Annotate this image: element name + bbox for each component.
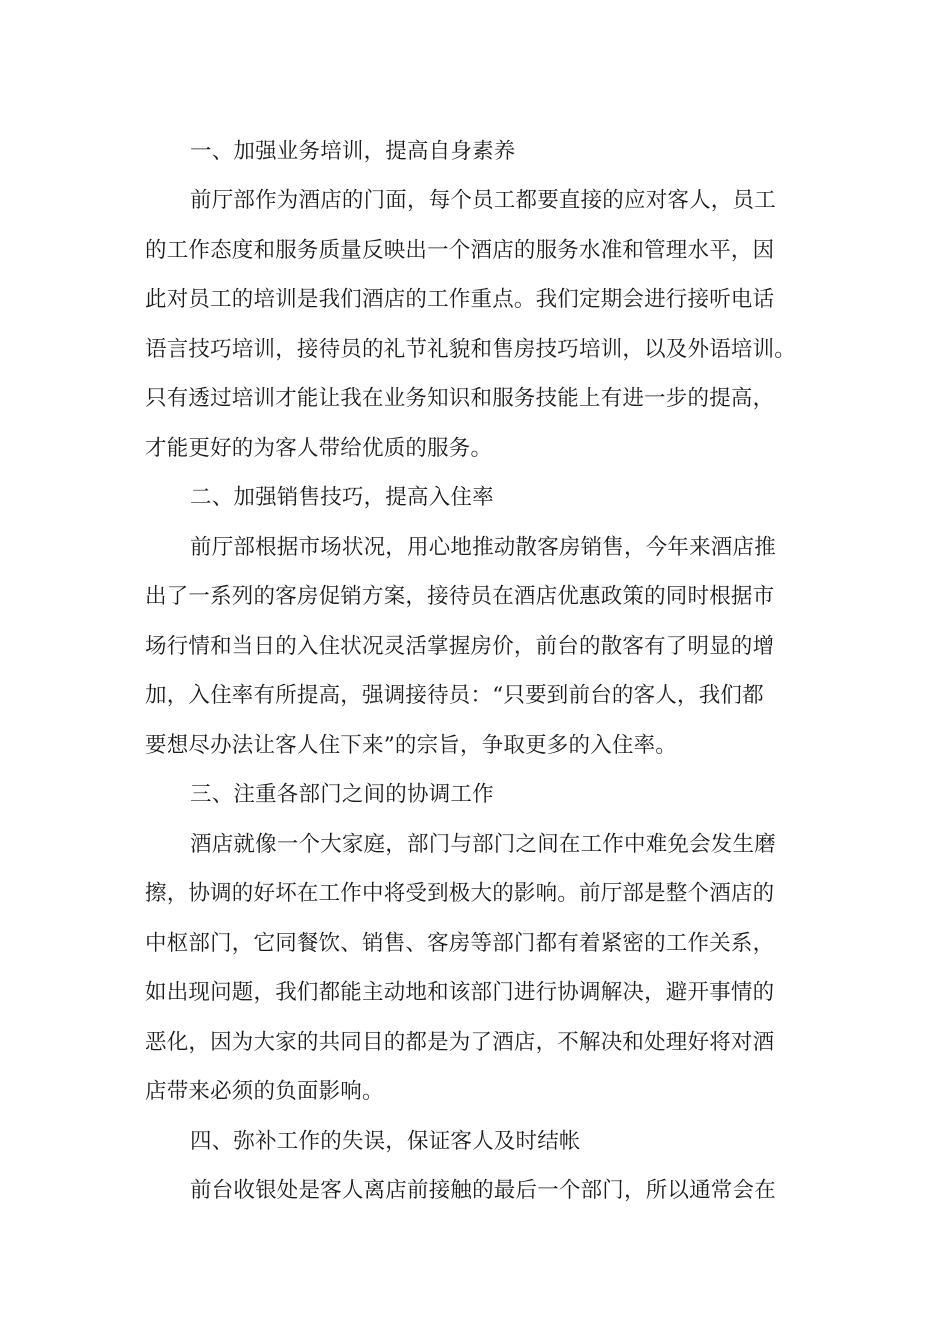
paragraph-line: 前厅部作为酒店的门面，每个员工都要直接的应对客人，员工	[190, 188, 776, 213]
paragraph-line: 才能更好的为客人带给优质的服务。	[145, 436, 493, 461]
heading-4: 四、弥补工作的失误，保证客人及时结帐	[190, 1129, 581, 1154]
heading-2: 二、加强销售技巧，提高入住率	[190, 485, 494, 510]
paragraph-line: 语言技巧培训，接待员的礼节礼貌和售房技巧培训，以及外语培训。	[145, 337, 797, 362]
paragraph-line: 店带来必须的负面影响。	[145, 1079, 384, 1104]
paragraph-line: 只有透过培训才能让我在业务知识和服务技能上有进一步的提高，	[145, 386, 775, 411]
paragraph-line: 中枢部门，它同餐饮、销售、客房等部门都有着紧密的工作关系，	[145, 931, 775, 956]
paragraph-line: 此对员工的培训是我们酒店的工作重点。我们定期会进行接听电话	[145, 287, 775, 312]
heading-1: 一、加强业务培训，提高自身素养	[190, 139, 516, 164]
paragraph-line: 前厅部根据市场状况，用心地推动散客房销售，今年来酒店推	[190, 535, 776, 560]
paragraph-line: 前台收银处是客人离店前接触的最后一个部门，所以通常会在	[190, 1178, 776, 1203]
paragraph-line: 场行情和当日的入住状况灵活掌握房价，前台的散客有了明显的增	[145, 634, 775, 659]
paragraph-line: 恶化，因为大家的共同目的都是为了酒店，不解决和处理好将对酒	[145, 1030, 775, 1055]
paragraph-line: 出了一系列的客房促销方案，接待员在酒店优惠政策的同时根据市	[145, 584, 775, 609]
paragraph-line: 的工作态度和服务质量反映出一个酒店的服务水准和管理水平，因	[145, 238, 775, 263]
paragraph-line: 要想尽办法让客人住下来”的宗旨，争取更多的入住率。	[145, 733, 677, 758]
heading-3: 三、注重各部门之间的协调工作	[190, 782, 494, 807]
paragraph-line: 加，入住率有所提高，强调接待员：“只要到前台的客人，我们都	[145, 683, 764, 708]
paragraph-line: 如出现问题，我们都能主动地和该部门进行协调解决，避开事情的	[145, 980, 775, 1005]
paragraph-line: 擦，协调的好坏在工作中将受到极大的影响。前厅部是整个酒店的	[145, 881, 775, 906]
paragraph-line: 酒店就像一个大家庭，部门与部门之间在工作中难免会发生磨	[190, 832, 776, 857]
